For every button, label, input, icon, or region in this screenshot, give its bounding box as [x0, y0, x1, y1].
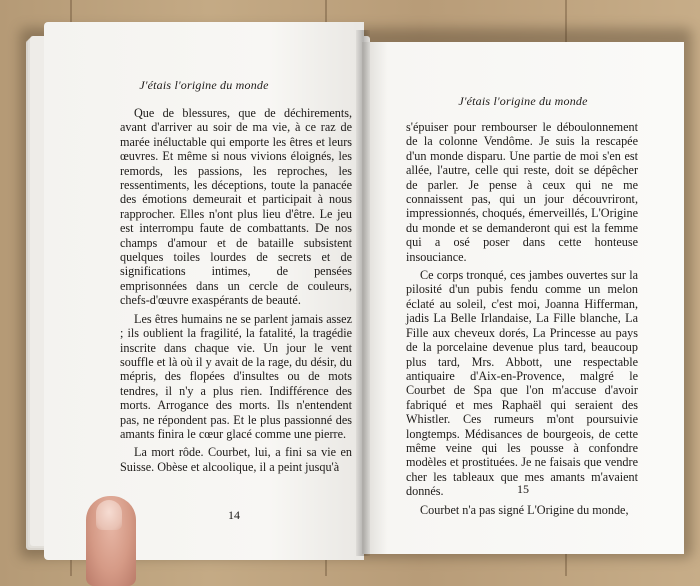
- paragraph: Ce corps tronqué, ces jambes ouvertes sur la pilosité d'un pubis fendu comme un melon éclaté au soleil, c'est moi, Joanna Hifferman, jadis La Belle Irlandaise, La Fille blanche, La Fille aux cheveux dorés, La Princesse au pays de la porcelaine devenue plus tard, beaucoup plus tard, Mrs. Abbott, une respectable antiquaire d'Aix-en-Provence, malgré le Courbet de Spa que l'on m'accuse d'avoir fabriqué et mes Raphaël qui seraient des Whistler. Ces rumeurs m'ont poursuivie longtemps. Médisances de bourgeois, de cette même veine qui les pousse à confondre modèles et prostituées. Je ne faisais que vendre cher les tableaux que mes amants m'avaient donnés.: [406, 268, 638, 499]
- left-page: [44, 22, 364, 560]
- paragraph: Que de blessures, que de déchirements, avant d'arriver au soir de ma vie, à ce raz de marée inéluctable qui emporte les êtres et leurs œuvres. Et même si nous vivions éloignés, les remords, les passions, les reproches, les ressentiments, les déceptions, toute la panacée des émotions demeurait et participait à nous rapprocher. Elles n'ont plus lieu d'être. Le jeu est interrompu faute de combattants. De nos champs d'amour et de bataille subsistent quelques toiles lourdes de secrets et de significations intimes, de pensées emprisonnées dans un cercle de couleurs, chefs-d'œuvre exaspérants de beauté.: [120, 106, 352, 308]
- paragraph: Courbet n'a pas signé L'Origine du monde,: [420, 502, 629, 517]
- paragraph: Les êtres humains ne se parlent jamais assez ; ils oublient la fragilité, la fatalité, la tragédie inscrite dans chaque vie. Un jour le vent souffle et là où il y avait de la rage, du désir, du mépris, des flopées d'insultes ou de mots tendres, il n'y a plus rien. Indifférence des morts. Arrogance des morts. Ils n'entendent pas, ne répondent pas. Et le plus passionné des amants finira le cœur glacé comme une pierre.: [120, 311, 352, 441]
- page-number: 15: [517, 482, 529, 496]
- book-gutter: [356, 30, 370, 556]
- left-page-text: [120, 106, 352, 474]
- right-page: [362, 42, 684, 554]
- paragraph: La mort rôde. Courbet, lui, a fini sa vie en Suisse. Obèse et alcoolique, il a peint jusqu'à: [120, 445, 352, 474]
- paragraph: s'épuiser pour rembourser le déboulonnement de la colonne Vendôme. Je suis la rescapée d'un monde disparu. Une partie de moi s'en est allée, l'autre, celle qui reste, doit se dépêcher de parler. Je pense à ceux qui ne me connaissent pas, qui un jour découvriront, impressionnés, choqués, émerveillés, L'Origine du monde et se demanderont qui est la femme qui a osé poser dans cette honteuse insouciance.: [406, 120, 638, 264]
- running-head: J'étais l'origine du monde: [458, 94, 588, 108]
- running-head: J'étais l'origine du monde: [139, 78, 269, 92]
- thumbnail-nail: [96, 500, 122, 530]
- right-page-text: [406, 120, 638, 517]
- page-number: 14: [228, 508, 240, 522]
